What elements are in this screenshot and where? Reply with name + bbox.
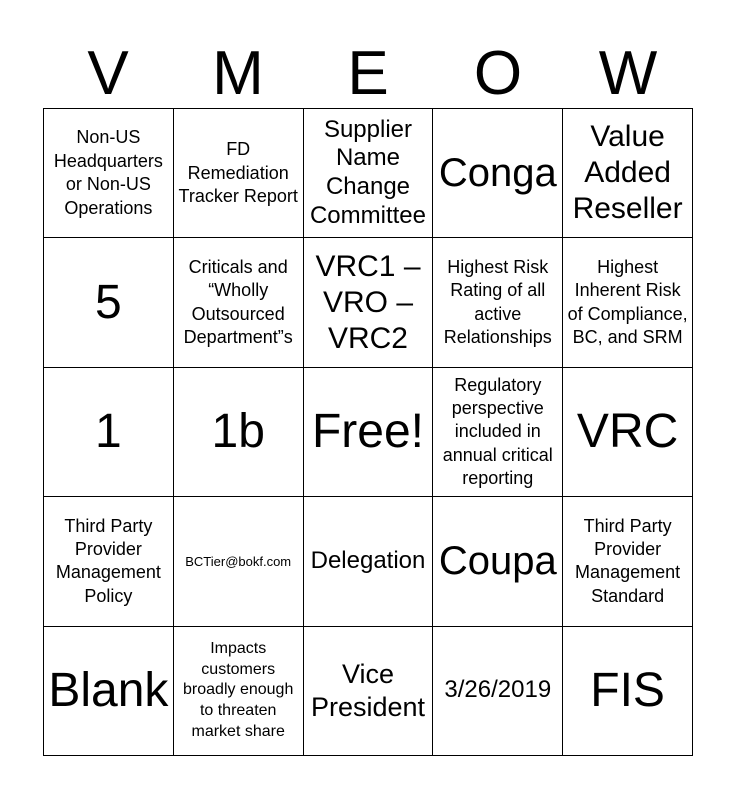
header-letter-v: V — [87, 39, 129, 108]
bingo-cell[interactable]: VRC1 – VRO – VRC2 — [304, 238, 434, 367]
bingo-cell[interactable]: 1b — [174, 368, 304, 497]
bingo-cell[interactable]: 3/26/2019 — [433, 627, 563, 756]
bingo-cell[interactable]: Conga — [433, 109, 563, 238]
bingo-cell[interactable]: Coupa — [433, 497, 563, 626]
bingo-grid — [43, 108, 693, 756]
bingo-cell[interactable]: Highest Risk Rating of all active Relationships — [433, 238, 563, 367]
bingo-cell[interactable]: Highest Inherent Risk of Compliance, BC, and SRM — [563, 238, 693, 367]
bingo-cell[interactable]: 5 — [44, 238, 174, 367]
bingo-cell[interactable]: Regulatory perspective included in annual critical reporting — [433, 368, 563, 497]
header-letter-w: W — [598, 39, 658, 108]
bingo-cell[interactable]: Vice President — [304, 627, 434, 756]
bingo-header — [43, 40, 693, 108]
bingo-cell[interactable]: Non-US Headquarters or Non-US Operations — [44, 109, 174, 238]
bingo-cell[interactable]: Criticals and “Wholly Outsourced Department”s — [174, 238, 304, 367]
bingo-cell[interactable]: FD Remediation Tracker Report — [174, 109, 304, 238]
bingo-cell[interactable]: Impacts customers broadly enough to threaten market share — [174, 627, 304, 756]
bingo-cell[interactable]: BCTier@bokf.com — [174, 497, 304, 626]
bingo-cell[interactable]: 1 — [44, 368, 174, 497]
header-letter-o: O — [473, 39, 523, 108]
bingo-cell[interactable]: Value Added Reseller — [563, 109, 693, 238]
bingo-cell[interactable]: Supplier Name Change Committee — [304, 109, 434, 238]
bingo-cell[interactable]: Delegation — [304, 497, 434, 626]
bingo-cell[interactable]: Blank — [44, 627, 174, 756]
bingo-cell[interactable]: Third Party Provider Management Policy — [44, 497, 174, 626]
bingo-cell[interactable]: VRC — [563, 368, 693, 497]
header-letter-e: E — [347, 39, 389, 108]
header-letter-m: M — [212, 39, 264, 108]
bingo-cell[interactable]: FIS — [563, 627, 693, 756]
bingo-cell[interactable]: Third Party Provider Management Standard — [563, 497, 693, 626]
free-space-cell[interactable]: Free! — [304, 368, 434, 497]
